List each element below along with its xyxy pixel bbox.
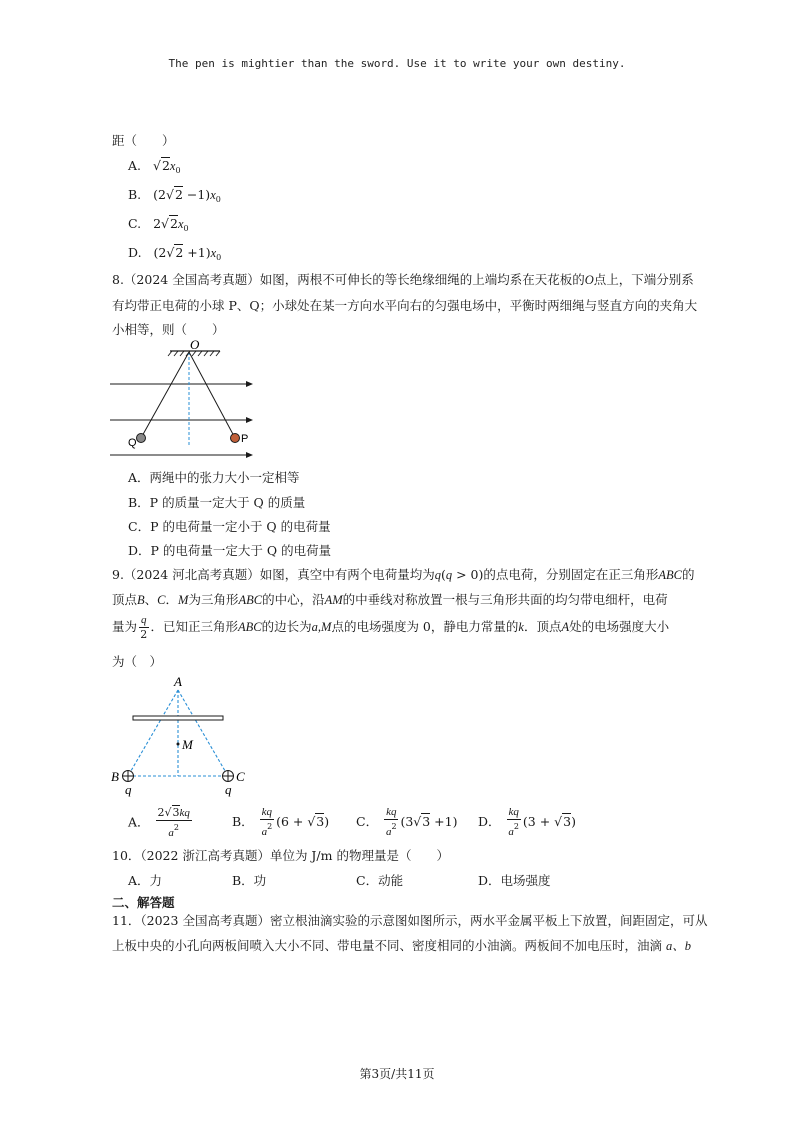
q7-option-b-label: B.: [128, 187, 142, 202]
q9-option-a[interactable]: A． $\frac{2√3kq}{a^2}$: [128, 806, 190, 839]
q10-option-a[interactable]: A．力: [128, 873, 163, 888]
q8-stem-line1: 8.（2024 全国高考真题）如图，两根不可伸长的等长绝缘细绳的上端均系在天花板的O点上，下端分别系: [112, 272, 694, 287]
page-header-motto: The pen is mightier than the sword. Use it to write your own destiny.: [168, 57, 626, 70]
label-m: M: [182, 737, 193, 752]
charge-b: [123, 771, 134, 782]
q7-option-a-label: A.: [128, 158, 142, 173]
q9-stem-line4: 为（ ）: [112, 654, 163, 669]
q10-option-b[interactable]: B．功: [232, 873, 267, 888]
q7-stem-tail: 距（ ）: [112, 133, 175, 148]
page-number: 第3页/共11页: [359, 1067, 435, 1081]
q7-option-a[interactable]: [128, 158, 181, 175]
q8-stem-line3: 小相等，则（ ）: [112, 322, 225, 337]
q8-stem-line2: 有均带正电荷的小球 P、Q；小球处在某一方向水平向右的匀强电场中，平衡时两细绳与竖直方向的夹角大: [112, 298, 698, 313]
q8-figure: [108, 338, 258, 463]
q9-stem-line2: 顶点B、C．M为三角形ABC的中心，沿AM的中垂线对称放置一根与三角形共面的均匀带电细杆，电荷: [112, 592, 668, 607]
q7-option-d-formula: $(2√2 +1)x_0$: [153, 245, 222, 262]
q10-option-c[interactable]: C．动能: [356, 873, 404, 888]
charged-rod: [133, 716, 223, 720]
label-a: A: [174, 674, 182, 689]
q8-option-b[interactable]: B．P 的质量一定大于 Q 的质量: [128, 495, 306, 510]
label-q: Q: [128, 437, 137, 449]
point-m: [177, 743, 180, 746]
q7-option-c-label: C.: [128, 216, 142, 231]
label-b: B: [111, 769, 119, 784]
q9-stem-line1: 9.（2024 河北高考真题）如图，真空中有两个电荷量均为q(q > 0)的点电荷，分别固定在正三角形ABC的: [112, 567, 695, 582]
label-p: P: [241, 433, 249, 445]
ball-p: [231, 434, 240, 443]
q8-option-c[interactable]: C．P 的电荷量一定小于 Q 的电荷量: [128, 519, 331, 534]
q11-stem-line1: 11．（2023 全国高考真题）密立根油滴实验的示意图如图所示，两水平金属平板上下放置，间距固定，可从: [112, 913, 708, 928]
side-ab: [128, 690, 178, 776]
q7-option-c-formula: $2√2x_0$: [153, 216, 189, 233]
q9-figure: [108, 672, 258, 800]
label-o: O: [190, 337, 200, 352]
section-title: 二、解答题: [112, 895, 175, 910]
charge-c: [223, 771, 234, 782]
q7-option-b[interactable]: [128, 187, 221, 204]
q9-option-c[interactable]: C． $\frac{kq}{a^2}$ (3√3 +1): [356, 806, 458, 838]
q8-option-a[interactable]: A．两绳中的张力大小一定相等: [128, 470, 300, 485]
q10-option-d[interactable]: D．电场强度: [478, 873, 551, 888]
label-qb: q: [125, 782, 132, 797]
label-qc: q: [225, 782, 232, 797]
label-c: C: [236, 769, 245, 784]
q7-option-d-label: D.: [128, 245, 142, 260]
q8-option-d[interactable]: D．P 的电荷量一定大于 Q 的电荷量: [128, 543, 332, 558]
string-p: [189, 352, 235, 438]
q7-option-a-formula: $√2x_0$: [153, 158, 181, 175]
q10-stem: 10．（2022 浙江高考真题）单位为 J/m 的物理量是（ ）: [112, 848, 449, 863]
q7-option-b-formula: $(2√2 -1)x_0$: [153, 187, 221, 204]
q9-stem-line3: 量为 $\frac{q}{2}$ ．已知正三角形ABC的边长为a,M点的电场强度为 0，静电力常量的k．顶点A处的电场强度大小: [112, 614, 670, 641]
q9-option-b[interactable]: B． $\frac{kq}{a^2}$ (6 + √3): [232, 806, 330, 838]
string-q: [141, 352, 189, 438]
q7-option-d[interactable]: [128, 245, 221, 262]
q7-option-c[interactable]: [128, 216, 189, 233]
q9-option-d[interactable]: D． $\frac{kq}{a^2}$ (3 + √3): [478, 806, 576, 838]
side-ac: [178, 690, 228, 776]
q11-stem-line2: 上板中央的小孔向两板间喷入大小不同、带电量不同、密度相同的小油滴。两板间不加电压时，油滴 a、b: [112, 938, 692, 953]
ball-q: [137, 434, 146, 443]
